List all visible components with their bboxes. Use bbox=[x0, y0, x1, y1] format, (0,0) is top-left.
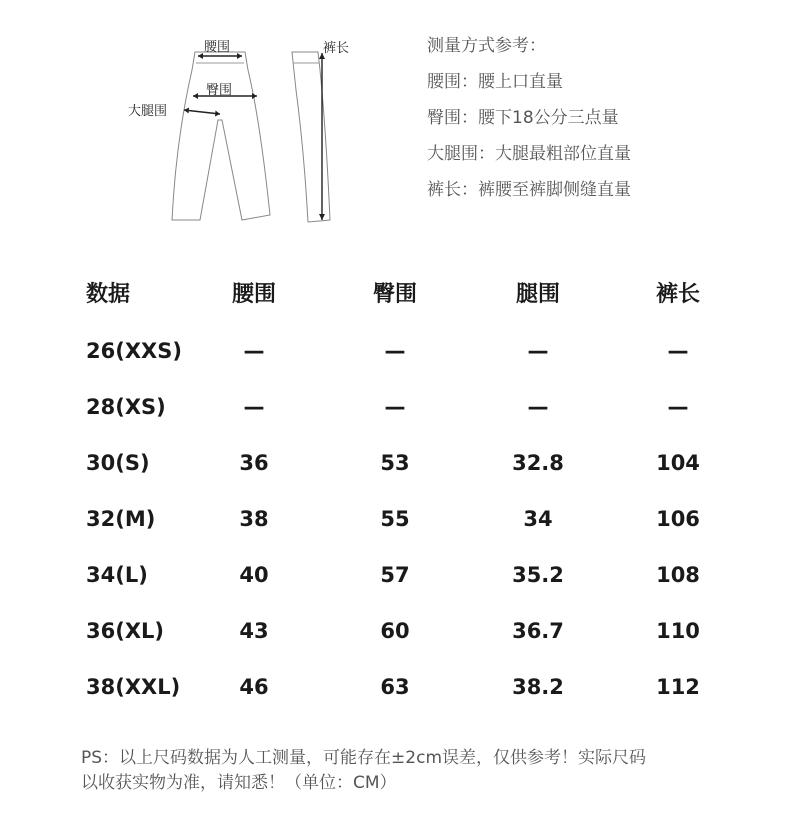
table-body bbox=[0, 326, 790, 718]
method-title: 测量方式参考： bbox=[427, 36, 546, 56]
cell-waist: 43 bbox=[239, 619, 269, 643]
cell-waist: 46 bbox=[239, 675, 269, 699]
cell-length: 104 bbox=[656, 451, 700, 475]
cell-thigh: 35.2 bbox=[512, 563, 564, 587]
header-hip: 臀围 bbox=[372, 282, 418, 307]
cell-waist: — bbox=[243, 339, 265, 363]
cell-size: 34(L) bbox=[86, 563, 148, 587]
header-thigh: 腿围 bbox=[515, 282, 561, 307]
hip-label: 臀围 bbox=[206, 83, 233, 98]
cell-size: 38(XXL) bbox=[86, 675, 181, 699]
method-item-length: 裤长：裤腰至裤脚侧缝直量 bbox=[427, 180, 631, 200]
table-row bbox=[0, 326, 790, 382]
table-row bbox=[0, 550, 790, 606]
cell-size: 30(S) bbox=[86, 451, 150, 475]
table-row bbox=[0, 382, 790, 438]
waist-label: 腰围 bbox=[204, 40, 231, 55]
cell-size: 32(M) bbox=[86, 507, 156, 531]
cell-thigh: — bbox=[527, 395, 549, 419]
length-label: 裤长 bbox=[323, 41, 350, 56]
table-header-row bbox=[0, 270, 790, 326]
side-pants-outline bbox=[292, 52, 330, 222]
cell-length: 106 bbox=[656, 507, 700, 531]
cell-thigh: — bbox=[527, 339, 549, 363]
cell-hip: 63 bbox=[380, 675, 410, 699]
table-row bbox=[0, 494, 790, 550]
header-length: 裤长 bbox=[655, 282, 701, 307]
cell-waist: 36 bbox=[239, 451, 269, 475]
table-row bbox=[0, 662, 790, 718]
cell-thigh: 36.7 bbox=[512, 619, 564, 643]
pants-illustration bbox=[120, 30, 370, 230]
note-line-2: 以收获实物为准，请知悉！（单位：CM） bbox=[81, 773, 397, 793]
note-line-1: PS：以上尺码数据为人工测量，可能存在±2cm误差，仅供参考！实际尺码 bbox=[81, 748, 647, 768]
disclaimer-note bbox=[81, 746, 761, 796]
thigh-label: 大腿围 bbox=[128, 104, 168, 119]
cell-hip: 55 bbox=[380, 507, 410, 531]
cell-length: 108 bbox=[656, 563, 700, 587]
header-waist: 腰围 bbox=[231, 282, 277, 307]
front-pants-outline bbox=[172, 52, 270, 220]
cell-thigh: 32.8 bbox=[512, 451, 564, 475]
cell-length: 110 bbox=[656, 619, 700, 643]
thigh-arrow bbox=[184, 110, 220, 114]
cell-hip: 60 bbox=[380, 619, 410, 643]
cell-length: — bbox=[667, 395, 689, 419]
cell-thigh: 34 bbox=[523, 507, 553, 531]
cell-waist: 38 bbox=[239, 507, 269, 531]
cell-hip: — bbox=[384, 395, 406, 419]
cell-hip: 57 bbox=[380, 563, 410, 587]
cell-waist: 40 bbox=[239, 563, 269, 587]
cell-thigh: 38.2 bbox=[512, 675, 564, 699]
table-row bbox=[0, 606, 790, 662]
cell-length: 112 bbox=[656, 675, 700, 699]
measurement-method bbox=[427, 34, 631, 214]
measurement-diagram bbox=[120, 30, 370, 230]
cell-size: 28(XS) bbox=[86, 395, 166, 419]
cell-waist: — bbox=[243, 395, 265, 419]
method-item-waist: 腰围：腰上口直量 bbox=[427, 72, 563, 92]
cell-hip: — bbox=[384, 339, 406, 363]
cell-size: 36(XL) bbox=[86, 619, 164, 643]
cell-size: 26(XXS) bbox=[86, 339, 182, 363]
method-item-thigh: 大腿围：大腿最粗部位直量 bbox=[427, 144, 631, 164]
cell-hip: 53 bbox=[380, 451, 410, 475]
method-item-hip: 臀围：腰下18公分三点量 bbox=[427, 108, 619, 128]
size-table bbox=[0, 270, 790, 718]
header-size: 数据 bbox=[86, 282, 131, 307]
table-row bbox=[0, 438, 790, 494]
cell-length: — bbox=[667, 339, 689, 363]
